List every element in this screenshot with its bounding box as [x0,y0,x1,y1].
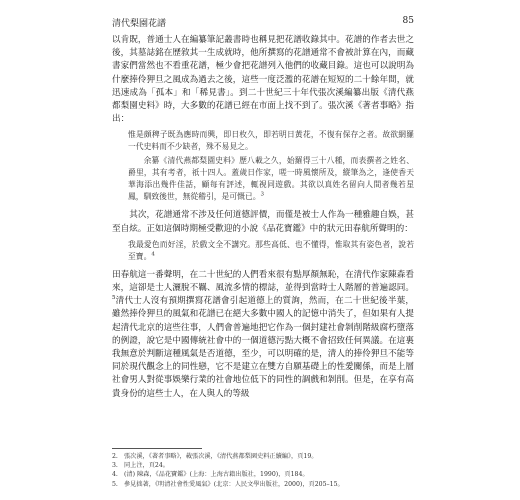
block-quote-2 [128,239,414,263]
footnote-number: 2. [112,453,118,460]
footnote-text: 張次溪，《著者事略》，載張次溪，《清代燕都梨園史料正續編》，頁19。 [124,453,318,460]
quote-1-line-2-text: 余纂《清代燕都梨園史料》歷八載之久，始羅得三十八種，而表撰者之姓名、爵里，其有考者，祇十四人。蓋歲日作家，嗟一時風懷所及，縱筆為之，逢使香天華海添出幾件佳話，顧每有評述，輒視同遊戲。其欲以真姓名留向人間者幾若星鳳，馴致後世，無從稽引，是可慨已。 [128,156,414,202]
footnotes [112,452,414,489]
footnote-text: 同上注，頁24。 [124,462,169,470]
footnote-item [112,461,414,470]
footnote-ref-4[interactable]: 4 [151,251,155,258]
quote-2-line [128,239,414,263]
running-title: 清代梨園花譜 [112,19,167,29]
footnote-item [112,452,414,461]
paragraph-1: 以肯貺，普通士人在編纂筆記叢書時也稱見把花譜收錄其中。花譜的作者去世之後，其墓誌銘在歷敘其一生成就時，他所撰寫的花譜通常不會被計算在內，而藏書家們當然也不看重花譜，極少會把花譜列入他們的收藏目錄。這也可以說明為什麼捧伶狎旦之風成為過去之後，這些一度泛濫的花譜在短短的二十餘年間，就迅速成為「孤本」和「稀見書」。到二十世紀三十年代張次溪編纂出版《清代燕都梨園史料》時，大多數的花譜已經在市面上找不到了。張次溪《著者事略》指出： [112,35,414,125]
footnote-rule [112,448,202,449]
paragraph-3-rest: 清代士人沒有預期撰寫花譜會引起道德上的質詢，然而，在二十世紀後半葉，雖然捧伶狎旦的風氣和花譜已在絕大多數中國人的記憶中消失了，但如果有人提起清代北京的這些往事，人們會普遍地把它作為一個封建社會剝削階級腐朽墮落的例證，說它是中國傳統社會中的一個道德污點大概不會招致任何異議。在這裏我無意於判斷這種風氣是否道德，至少，可以明確的是，清人的捧伶狎旦不能等同於現代觀念上的同性戀，它不是建立在雙方自願基礎上的性愛關係，而是上層社會男人對從事娛樂行業的社會地位低下的同性的調戲和剝削。但是，在享有高貴身份的這些士人，在人與人的等級 [112,296,414,399]
paragraph-2: 其次，花譜通常不涉及任何道德評價，而僅是被士人作為一種雅趣自娛，甚至自炫。正如這個時期極受歡迎的小說《品花寶鑑》中的狀元田春航所聲明的： [112,210,414,234]
footnote-ref-5[interactable]: 5 [112,295,116,302]
footnote-number: 3. [112,462,118,470]
footnote-item [112,480,414,489]
quote-1-line-1: 惟是頗稗子既為應時而興，即日枚久，即若明日黃花，不復有保存之者。故欲網羅一代史料而不少缺者，殊不易見之。 [128,130,414,152]
quote-1-line-2 [128,155,414,203]
footnote-number: 4. [112,471,118,479]
block-quote-1 [128,129,414,203]
paragraph-3-start: 田春航這一番聲明，在二十世紀的人們看來很有點厚顏無恥，在清代作家陳森看來，這卻是士人灑脫不羈、風流多情的標誌，並得到當時士人階層的普遍認同。 [112,269,414,294]
paragraph-3 [112,269,414,401]
footnote-item [112,470,414,479]
footnote-text: (清) 陳森，《品花寶鑑》(上海：上海古籍出版社，1990)，頁184。 [124,471,309,479]
page-number: 85 [402,16,414,26]
footnote-ref-3[interactable]: 3 [260,191,265,198]
footnote-number: 5. [112,480,118,488]
main-text [112,34,414,403]
quote-2-text: 我最愛色而好淫，於戲文全不講究。那些高低、也不懂得，惟取其有姿色者，說若至寶。 [128,239,414,261]
footnote-text: 參見拙著，《明清社會性愛風氣》(北京：人民文學出版社，2000)，頁205–15。 [124,480,344,488]
